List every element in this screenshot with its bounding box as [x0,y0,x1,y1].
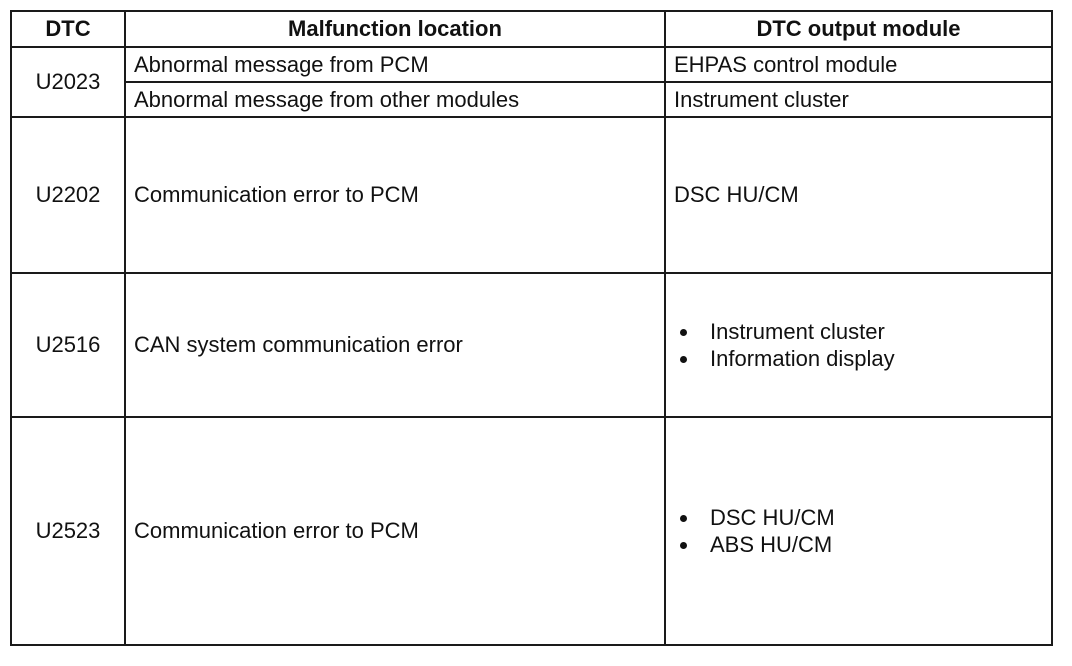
table-header-row [11,11,1052,47]
dtc-code: U2516 [11,273,125,417]
bullet-icon [680,329,687,336]
table-row [11,273,1052,417]
output-module-list-cell [665,273,1052,417]
output-module: Instrument cluster [665,82,1052,117]
output-module: ABS HU/CM [710,532,833,557]
output-module-list-cell [665,417,1052,645]
table-row [11,117,1052,273]
output-module-list [674,504,1051,558]
table-row [11,47,1052,82]
list-item [678,345,1051,372]
header-dtc: DTC [11,11,125,47]
output-module: EHPAS control module [665,47,1052,82]
table-row [11,82,1052,117]
output-module-list [674,318,1051,372]
output-module: DSC HU/CM [665,117,1052,273]
malfunction-location: Communication error to PCM [125,417,665,645]
dtc-code: U2023 [11,47,125,117]
dtc-code: U2202 [11,117,125,273]
header-dtc-output-module: DTC output module [665,11,1052,47]
dtc-table [10,10,1053,646]
dtc-code: U2523 [11,417,125,645]
malfunction-location: Abnormal message from other modules [125,82,665,117]
list-item [678,531,1051,558]
list-item [678,318,1051,345]
malfunction-location: CAN system communication error [125,273,665,417]
output-module: Information display [710,346,895,371]
bullet-icon [680,515,687,522]
output-module: DSC HU/CM [710,505,835,530]
header-malfunction-location: Malfunction location [125,11,665,47]
malfunction-location: Communication error to PCM [125,117,665,273]
list-item [678,504,1051,531]
bullet-icon [680,542,687,549]
output-module: Instrument cluster [710,319,885,344]
table-row [11,417,1052,645]
bullet-icon [680,356,687,363]
malfunction-location: Abnormal message from PCM [125,47,665,82]
